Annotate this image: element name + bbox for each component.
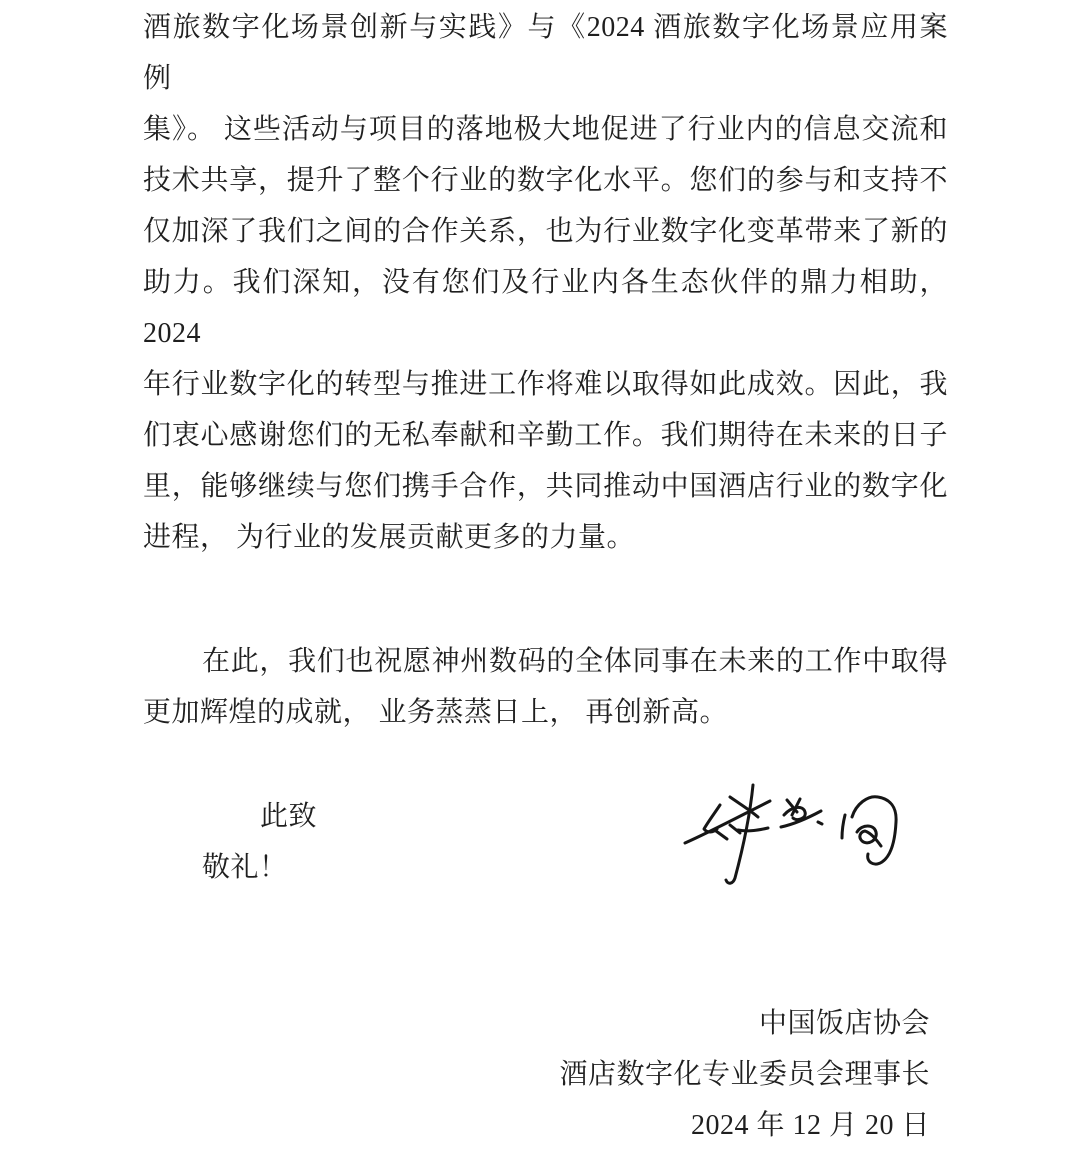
salute-cizhi: 此致 [260, 801, 318, 832]
body-line: 在此，我们也祝愿神州数码的全体同事在未来的工作中取得 [202, 646, 948, 677]
body-line: 酒旅数字化场景创新与实践》与《2024 酒旅数字化场景应用案例 [143, 12, 948, 94]
body-paragraph-1 [143, 2, 948, 563]
body-line: 进程， 为行业的发展贡献更多的力量。 [143, 522, 636, 553]
body-line: 们衷心感谢您们的无私奉献和辛勤工作。我们期待在未来的日子 [143, 420, 948, 451]
body-line: 技术共享，提升了整个行业的数字化水平。您们的参与和支持不 [143, 165, 948, 196]
sender-title: 酒店数字化专业委员会理事长 [559, 1059, 930, 1090]
salute-jingli: 敬礼！ [202, 852, 288, 883]
letter-content [143, 2, 948, 1151]
body-paragraph-2 [143, 636, 948, 738]
body-line: 集》。 这些活动与项目的落地极大地促进了行业内的信息交流和 [143, 114, 948, 145]
body-line: 仅加深了我们之间的合作关系，也为行业数字化变革带来了新的 [143, 216, 948, 247]
handwritten-signature-icon [680, 780, 920, 892]
sender-organization: 中国饭店协会 [758, 1008, 930, 1039]
sender-block [143, 998, 948, 1151]
body-line: 里，能够继续与您们携手合作，共同推动中国酒店行业的数字化 [143, 471, 948, 502]
body-line: 助力。我们深知，没有您们及行业内各生态伙伴的鼎力相助，2024 [143, 267, 948, 349]
body-line: 年行业数字化的转型与推进工作将难以取得如此成效。因此，我 [143, 369, 948, 400]
letter-date: 2024 年 12 月 20 日 [690, 1110, 930, 1141]
body-line: 更加辉煌的成就， 业务蒸蒸日上， 再创新高。 [143, 697, 729, 728]
